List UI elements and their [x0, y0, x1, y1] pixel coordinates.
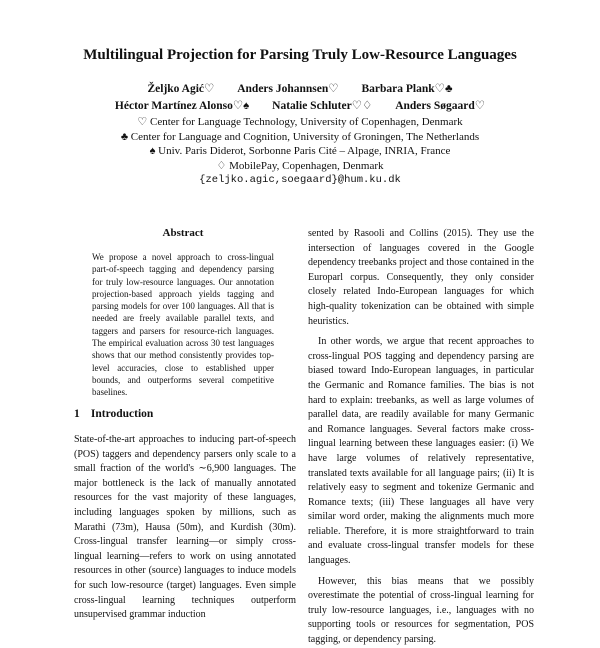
section-heading — [74, 408, 294, 420]
paper-title: Multilingual Projection for Parsing Truly Low-Resource Languages — [83, 47, 517, 63]
affiliation: ♡ Center for Language Technology, University of Copenhagen, Denmark — [137, 116, 463, 128]
affiliation-list — [0, 115, 600, 188]
body-paragraph: In other words, we argue that recent approaches to cross-lingual POS tagging and dependency parsing are biased toward Indo-European languages, in particular the Germanic and Romance families. The bias is not hard to explain: treebanks, as well as large volumes of parallel data, are readily available for many Germanic and Romance languages. Several factors make cross-lingual learning between these languages easier: (i) We have large volumes of relatively representative, translated texts available for all language pairs; (ii) It is relatively easy to segment and tokenize Germanic and Romance texts; (iii) These languages all have very similar word order, making the alignments much more reliable. Therefore, it is more straightforward to train and evaluate cross-lingual transfer models for these languages. — [308, 336, 534, 567]
author-name: Anders Johannsen♡ — [237, 83, 339, 95]
author-name: Anders Søgaard♡ — [395, 100, 486, 112]
affiliation: ♣ Center for Language and Cognition, University of Groningen, The Netherlands — [120, 130, 480, 143]
author-name: Barbara Plank♡♣ — [361, 83, 453, 95]
body-paragraph: State-of-the-art approaches to inducing part-of-speech (POS) taggers and dependency parsers only scale to a small fraction of the world's ∼6,900 languages. The major bottleneck is the lack of manually annotated resources for the vast majority of these languages, including languages spoken by millions, such as Marathi (73m), Hausa (50m), and Kurdish (30m). Cross-lingual transfer learning—or simply cross-lingual learning—refers to work on using annotated resources in other (source) languages to induce models for such low-resource (target) languages. Even simple cross-lingual learning techniques outperform unsupervised grammar induction — [74, 434, 296, 621]
abstract-text: We propose a novel approach to cross-lingual part-of-speech tagging and dependency parsing for truly low-resource languages. Our annotation projection-based approach yields tagging and parsing models for over 100 languages. All that is needed are freely available parallel texts, and taggers and parsers for resource-rich languages. The empirical evaluation across 30 test languages shows that our method consistently provides top-level accuracies, close to established upper bounds, and outperforms several competitive baselines. — [92, 252, 274, 398]
author-row-1 — [0, 81, 600, 98]
right-column — [308, 227, 534, 646]
author-list — [0, 81, 600, 115]
abstract-heading: Abstract — [162, 227, 204, 239]
author-row-2 — [0, 98, 600, 115]
left-column — [74, 433, 296, 621]
section-number: 1 — [74, 408, 80, 420]
body-paragraph: However, this bias means that we possibly overestimate the potential of cross-lingual learning for truly low-resource languages, i.e., languages with no supporting tools or resources for segmentation, POS tagging, or dependency parsing. — [308, 575, 534, 646]
author-name: Željko Agić♡ — [147, 83, 215, 95]
author-name: Natalie Schluter♡♢ — [272, 100, 373, 112]
body-paragraph: sented by Rasooli and Collins (2015). They use the intersection of languages covered in the Google dependency treebanks project and those contained in the Europarl corpus. Consequently, they only consider closely related Indo-European languages for which high-quality tokenization can be obtained with simple heuristics. — [308, 228, 534, 327]
author-name: Héctor Martínez Alonso♡♠ — [114, 100, 250, 112]
section-title: Introduction — [90, 408, 154, 420]
author-email: {zeljko.agic,soegaard}@hum.ku.dk — [199, 174, 401, 187]
affiliation: ♢ MobilePay, Copenhagen, Denmark — [216, 159, 384, 172]
affiliation: ♠ Univ. Paris Diderot, Sorbonne Paris Cité – Alpage, INRIA, France — [149, 145, 451, 158]
